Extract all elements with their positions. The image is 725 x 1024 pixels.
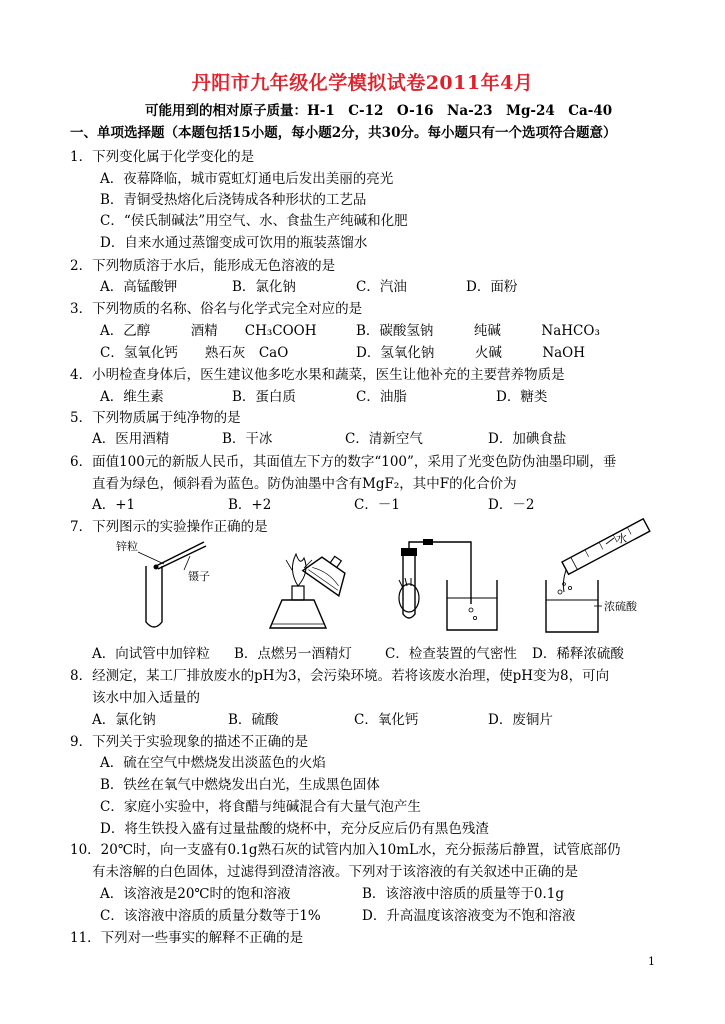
q5-option-a: A．医用酒精: [92, 431, 170, 447]
q6-option-c: C．－1: [354, 497, 400, 513]
figure-a-adding-zinc: [116, 536, 226, 636]
q10-option-c: C．该溶液中溶质的质量分数等于1%: [100, 908, 321, 924]
q7-stem: 7．下列图示的实验操作正确的是: [70, 519, 268, 535]
q1-stem: 1．下列变化属于化学变化的是: [70, 149, 255, 165]
q10-option-a: A．该溶液是20℃时的饱和溶液: [100, 886, 291, 902]
q8-option-d: D．废铜片: [488, 712, 553, 728]
q3-option-d: D．氢氧化钠 火碱 NaOH: [356, 345, 586, 361]
q4-option-c: C．油脂: [356, 389, 407, 405]
q3-option-b: B．碳酸氢钠 纯碱 NaHCO₃: [356, 323, 600, 339]
q4-option-a: A．维生素: [100, 389, 164, 405]
q11-stem: 11．下列对一些事实的解释不正确的是: [70, 930, 304, 946]
q10-stem-line2: 有未溶解的白色固体，过滤得到澄清溶液。下列对于该溶液的有关叙述中正确的是: [92, 864, 578, 880]
q6-stem-line1: 6．面值100元的新版人民币，其面值左下方的数字“100”，采用了光变色防伪油墨印刷，垂: [70, 454, 617, 470]
label-tweezers: 镊子: [188, 570, 210, 583]
q5-option-c: C．清新空气: [345, 431, 423, 447]
q10-option-d: D．升高温度该溶液变为不饱和溶液: [362, 908, 576, 924]
q8-option-a: A．氯化钠: [92, 712, 156, 728]
figure-b-lighting-lamp: [262, 540, 372, 636]
q2-option-b: B．氯化钠: [232, 279, 296, 295]
q4-option-b: B．蛋白质: [232, 389, 296, 405]
q1-option-b: B．青铜受热熔化后浇铸成各种形状的工艺品: [100, 192, 367, 208]
q6-option-b: B．+2: [228, 497, 272, 513]
q2-option-a: A．高锰酸钾: [100, 279, 178, 295]
label-water: 水: [616, 532, 627, 545]
q8-option-c: C．氧化钙: [354, 712, 419, 728]
q5-option-d: D．加碘食盐: [488, 431, 567, 447]
page-number: 1: [648, 955, 655, 968]
q7-option-b: B．点燃另一酒精灯: [234, 646, 352, 662]
q8-option-b: B．硫酸: [228, 712, 279, 728]
q2-option-d: D．面粉: [466, 279, 518, 295]
q7-option-c: C．检查装置的气密性: [385, 646, 517, 662]
q3-option-a: A．乙醇 酒精 CH₃COOH: [100, 323, 317, 339]
q6-stem-line2: 直看为绿色，倾斜看为蓝色。防伪油墨中含有MgF₂，其中F的化合价为: [92, 476, 517, 492]
figure-d-diluting-acid: [540, 530, 660, 638]
q10-stem-line1: 10．20℃时，向一支盛有0.1g熟石灰的试管内加入10mL水，充分振荡后静置，试管底部仍: [70, 842, 621, 858]
page-title: 丹阳市九年级化学模拟试卷2011年4月: [191, 72, 534, 94]
label-zinc: 锌粒: [116, 540, 138, 553]
q2-stem: 2．下列物质溶于水后，能形成无色溶液的是: [70, 258, 336, 274]
q5-option-b: B．干冰: [222, 431, 273, 447]
q10-option-b: B．该溶液中溶质的质量等于0.1g: [362, 886, 565, 902]
q7-option-d: D．稀释浓硫酸: [532, 646, 624, 662]
q4-option-d: D．糖类: [496, 389, 548, 405]
q7-option-a: A．向试管中加锌粒: [92, 646, 210, 662]
q9-stem: 9．下列关于实验现象的描述不正确的是: [70, 734, 309, 750]
q8-stem-line2: 该水中加入适量的: [92, 690, 200, 706]
q1-option-c: C．“侯氏制碱法”用空气、水、食盐生产纯碱和化肥: [100, 213, 408, 229]
label-conc-sulfuric-acid: 浓硫酸: [604, 600, 637, 613]
q1-option-d: D．自来水通过蒸馏变成可饮用的瓶装蒸馏水: [100, 235, 368, 251]
q6-option-a: A．+1: [92, 497, 136, 513]
q8-stem-line1: 8．经测定，某工厂排放废水的pH为3，会污染环境。若将该废水治理，使pH变为8，可向: [70, 668, 610, 684]
q2-option-c: C．汽油: [356, 279, 407, 295]
q5-stem: 5．下列物质属于纯净物的是: [70, 410, 241, 426]
q6-option-d: D．－2: [488, 497, 535, 513]
q4-stem: 4．小明检查身体后，医生建议他多吃水果和蔬菜，医生让他补充的主要营养物质是: [70, 367, 565, 383]
q1-option-a: A．夜幕降临，城市霓虹灯通电后发出美丽的亮光: [100, 171, 394, 187]
q9-option-c: C．家庭小实验中，将食醋与纯碱混合有大量气泡产生: [100, 799, 421, 815]
q9-option-a: A．硫在空气中燃烧发出淡蓝色的火焰: [100, 755, 326, 771]
atomic-masses: 可能用到的相对原子质量：H-1 C-12 O-16 Na-23 Mg-24 Ca-40: [145, 103, 613, 119]
q9-option-b: B．铁丝在氧气中燃烧发出白光，生成黑色固体: [100, 777, 380, 793]
q3-stem: 3．下列物质的名称、俗名与化学式完全对应的是: [70, 301, 363, 317]
q3-option-c: C．氢氧化钙 熟石灰 CaO: [100, 345, 289, 361]
section-heading: 一、单项选择题（本题包括15小题，每小题2分，共30分。每小题只有一个选项符合题意）: [70, 125, 617, 141]
q9-option-d: D．将生铁投入盛有过量盐酸的烧杯中，充分反应后仍有黑色残渣: [100, 821, 489, 837]
figure-c-airtight-check: [395, 540, 505, 636]
